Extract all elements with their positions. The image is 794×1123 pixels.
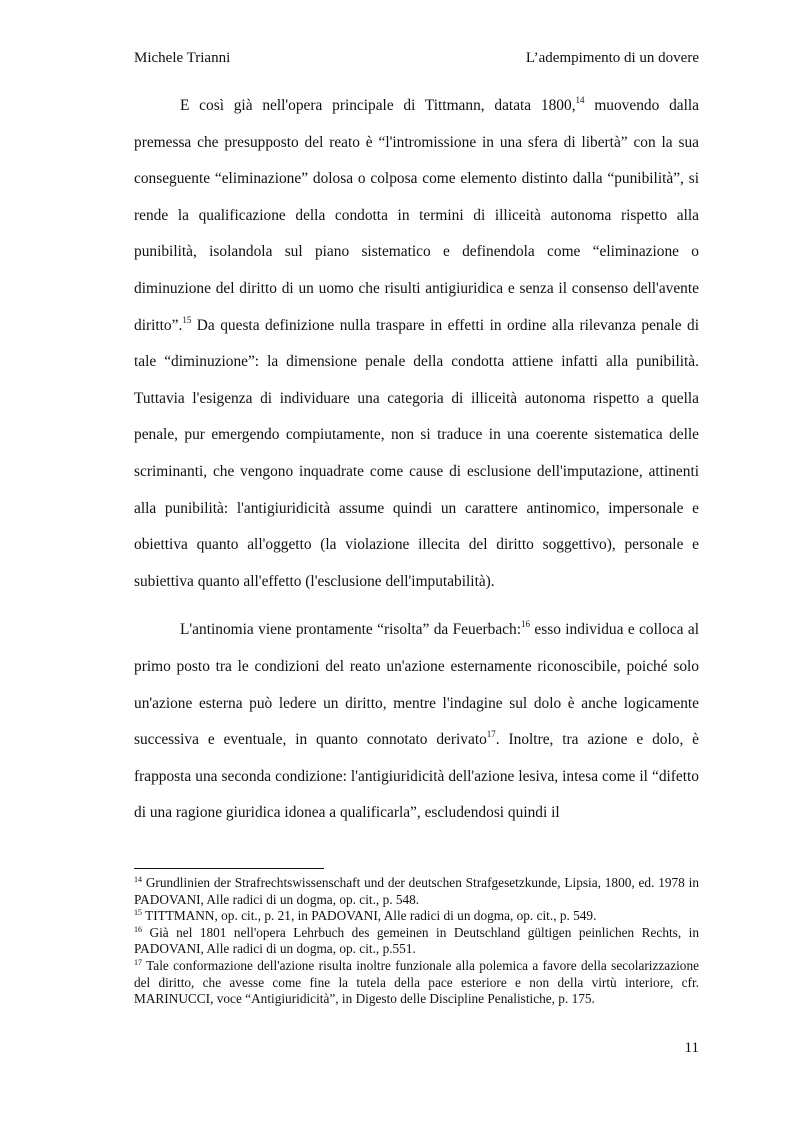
text-run: . Inoltre, tra azione e dolo, è frapposta una seconda condizione: l'antigiuridicità dell'azione lesiva, intesa come il “difetto di una ragione giuridica idonea a qualificarla”, escludendosi quindi il <box>134 731 699 822</box>
footnote-ref: 15 <box>182 314 192 325</box>
text-run: esso individua e colloca al primo posto tra le condizioni del reato un'azione esternamente riconoscibile, poiché solo un'azione esterna può ledere un diritto, mentre l'indagine sul dolo è anche logicamente successiva e eventuale, in quanto connotato derivato <box>134 621 699 749</box>
text-run: L'antinomia viene prontamente “risolta” da Feuerbach: <box>180 621 521 639</box>
footnote-text: TITTMANN, op. cit., p. 21, in PADOVANI, Alle radici di un dogma, op. cit., p. 549. <box>142 908 597 924</box>
footnote-ref: 17 <box>486 729 496 740</box>
footnote <box>134 875 699 908</box>
footnote <box>134 958 699 1008</box>
footnote-ref: 14 <box>575 95 585 105</box>
header-title: L’adempimento di un dovere <box>525 50 699 66</box>
footnote-number: 17 <box>134 957 142 967</box>
paragraph <box>134 612 699 832</box>
footnote-number: 16 <box>134 924 142 934</box>
footnote-text: Grundlinien der Strafrechtswissenschaft und der deutschen Strafgesetzkunde, Lipsia, 1800, ed. 1978 in PADOVANI, Alle radici di un dogma, op. cit., p. 548. <box>134 875 699 907</box>
footnote-text: Tale conformazione dell'azione risulta inoltre funzionale alla polemica a favore della secolarizzazione del diritto, che avesse come fine la tutela della pace esteriore e non della virtù interiore, cfr. MARINUCCI, voce “Antigiuridicità”, in Digesto delle Discipline Penalistiche, p. 175. <box>134 957 699 1007</box>
footnote-ref: 16 <box>520 619 530 630</box>
text-run: E così già nell'opera principale di Tittmann, datata 1800, <box>180 97 576 114</box>
page-number: 11 <box>684 1040 699 1056</box>
footnote-divider <box>134 868 324 869</box>
body-text <box>134 88 699 832</box>
text-run: muovendo dalla premessa che presupposto del reato è “l'intromissione in una sfera di libertà” con la sua conseguente “eliminazione” dolosa o colposa come elemento distinto dalla “punibilità”, si rende la qualificazione della condotta in termini di illiceità autonoma rispetto alla punibilità, isolandola sul piano sistematico e definendola come “eliminazione o diminuzione del diritto di un uomo che risulti antigiuridica e senza il consenso dell'avente diritto”. <box>134 97 699 334</box>
footnote <box>134 925 699 958</box>
header-author: Michele Trianni <box>134 50 231 66</box>
footnote-text: Già nel 1801 nell'opera Lehrbuch des gemeinen in Deutschland gültigen peinlichen Rechts, in PADOVANI, Alle radici di un dogma, op. cit., p.551. <box>134 924 699 957</box>
text-run: Da questa definizione nulla traspare in effetti in ordine alla rilevanza penale di tale “diminuzione”: la dimensione penale della condotta attiene infatti alla punibilità. Tuttavia l'esigenza di individuare una categoria di illiceità autonoma rispetto a quella penale, pur emergendo compiutamente, non si traduce in una coerente sistematica delle scriminanti, che vengono inquadrate come cause di esclusione dell'imputazione, attinenti alla punibilità: l'antigiuridicità assume quindi un carattere antinomico, impersonale e obiettiva quanto all'oggetto (la violazione illecita del diritto soggettivo), personale e subiettiva quanto all'effetto (l'esclusione dell'imputabilità). <box>134 316 699 590</box>
footnote-number: 14 <box>134 875 142 884</box>
footnote <box>134 908 699 925</box>
paragraph <box>134 88 699 600</box>
footnote-number: 15 <box>134 908 142 918</box>
footnotes <box>134 875 699 1008</box>
